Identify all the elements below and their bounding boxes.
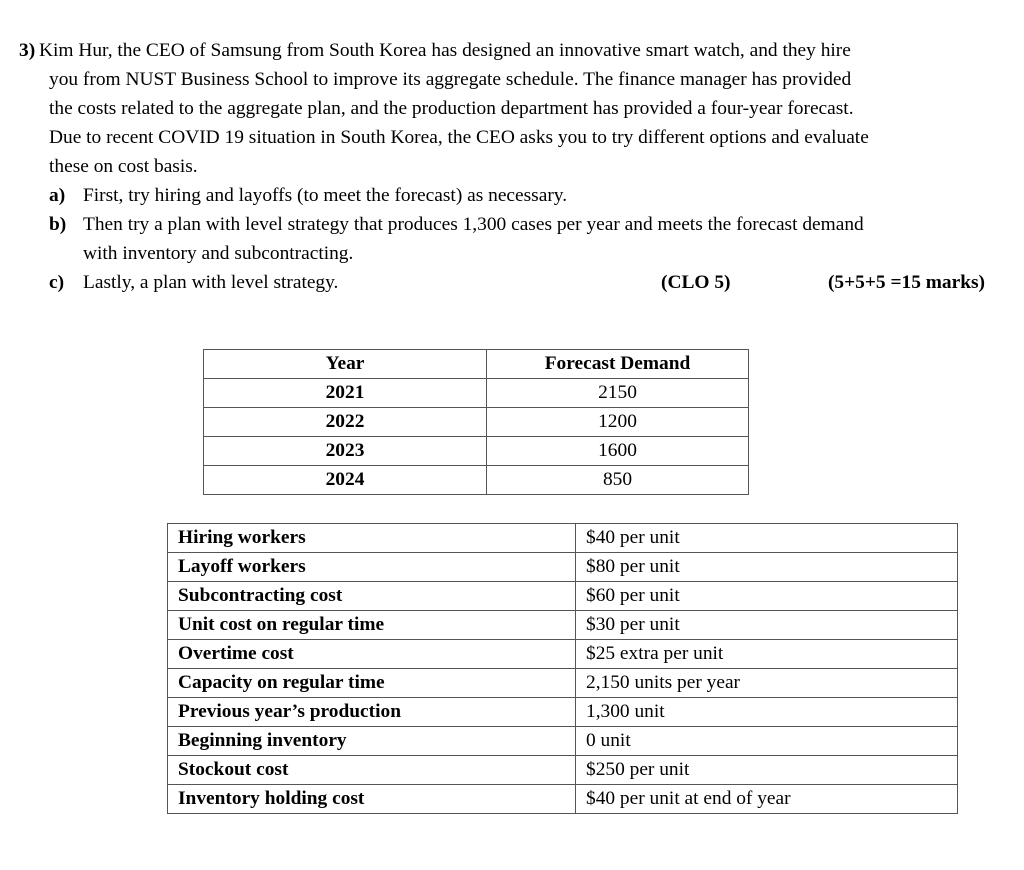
table-row xyxy=(204,466,749,495)
part-c xyxy=(49,268,985,297)
table-row xyxy=(204,437,749,466)
forecast-year-cell: 2023 xyxy=(204,437,487,466)
question-block xyxy=(19,36,985,297)
cost-label-cell: Layoff workers xyxy=(168,553,576,582)
part-a-text: First, try hiring and layoffs (to meet the forecast) as necessary. xyxy=(83,185,568,206)
cost-label-cell: Capacity on regular time xyxy=(168,669,576,698)
cost-label-cell: Inventory holding cost xyxy=(168,785,576,814)
cost-label-cell: Previous year’s production xyxy=(168,698,576,727)
table-row xyxy=(204,408,749,437)
forecast-header-year: Year xyxy=(204,350,487,379)
forecast-demand-cell: 850 xyxy=(487,466,749,495)
cost-value-cell: 0 unit xyxy=(576,727,958,756)
forecast-demand-cell: 1600 xyxy=(487,437,749,466)
cost-label-cell: Overtime cost xyxy=(168,640,576,669)
part-a-label: a) xyxy=(49,185,66,206)
table-row xyxy=(168,785,958,814)
part-b xyxy=(49,210,985,239)
part-c-text: Lastly, a plan with level strategy. xyxy=(83,272,339,293)
cost-value-cell: $25 extra per unit xyxy=(576,640,958,669)
clo-tag: (CLO 5) xyxy=(661,272,731,293)
part-b-label: b) xyxy=(49,214,67,235)
question-number: 3) xyxy=(19,40,36,61)
cost-value-cell: 2,150 units per year xyxy=(576,669,958,698)
question-intro-line-4: Due to recent COVID 19 situation in South Korea, the CEO asks you to try different options and evaluate xyxy=(49,127,869,148)
part-b-text-line-1: Then try a plan with level strategy that produces 1,300 cases per year and meets the forecast demand xyxy=(83,214,864,235)
cost-table xyxy=(167,523,958,814)
cost-label-cell: Stockout cost xyxy=(168,756,576,785)
forecast-table xyxy=(203,349,749,495)
forecast-header-row xyxy=(204,350,749,379)
table-row xyxy=(168,756,958,785)
cost-value-cell: $250 per unit xyxy=(576,756,958,785)
table-row xyxy=(168,640,958,669)
cost-value-cell: $30 per unit xyxy=(576,611,958,640)
part-b-continued xyxy=(49,239,985,268)
forecast-demand-cell: 2150 xyxy=(487,379,749,408)
question-intro-line-1: Kim Hur, the CEO of Samsung from South Korea has designed an innovative smart watch, and they hire xyxy=(39,40,851,61)
table-row xyxy=(168,698,958,727)
table-row xyxy=(168,582,958,611)
forecast-year-cell: 2024 xyxy=(204,466,487,495)
cost-label-cell: Unit cost on regular time xyxy=(168,611,576,640)
question-intro-line-2: you from NUST Business School to improve its aggregate schedule. The finance manager has provided xyxy=(49,69,852,90)
cost-label-cell: Hiring workers xyxy=(168,524,576,553)
forecast-year-cell: 2022 xyxy=(204,408,487,437)
table-row xyxy=(168,524,958,553)
cost-value-cell: 1,300 unit xyxy=(576,698,958,727)
marks-tag: (5+5+5 =15 marks) xyxy=(827,272,985,293)
question-intro-line-3: the costs related to the aggregate plan, and the production department has provided a four-year forecast. xyxy=(49,98,854,119)
table-row xyxy=(168,727,958,756)
part-b-text-line-2: with inventory and subcontracting. xyxy=(83,243,354,264)
part-a xyxy=(49,181,985,210)
forecast-header-demand: Forecast Demand xyxy=(487,350,749,379)
cost-value-cell: $40 per unit xyxy=(576,524,958,553)
cost-value-cell: $80 per unit xyxy=(576,553,958,582)
cost-label-cell: Beginning inventory xyxy=(168,727,576,756)
table-row xyxy=(168,611,958,640)
forecast-demand-cell: 1200 xyxy=(487,408,749,437)
part-c-label: c) xyxy=(49,272,65,293)
cost-value-cell: $60 per unit xyxy=(576,582,958,611)
question-intro-line-5: these on cost basis. xyxy=(49,156,198,177)
table-row xyxy=(168,553,958,582)
table-row xyxy=(168,669,958,698)
table-row xyxy=(204,379,749,408)
forecast-year-cell: 2021 xyxy=(204,379,487,408)
cost-value-cell: $40 per unit at end of year xyxy=(576,785,958,814)
cost-label-cell: Subcontracting cost xyxy=(168,582,576,611)
question-first-line xyxy=(19,36,985,65)
